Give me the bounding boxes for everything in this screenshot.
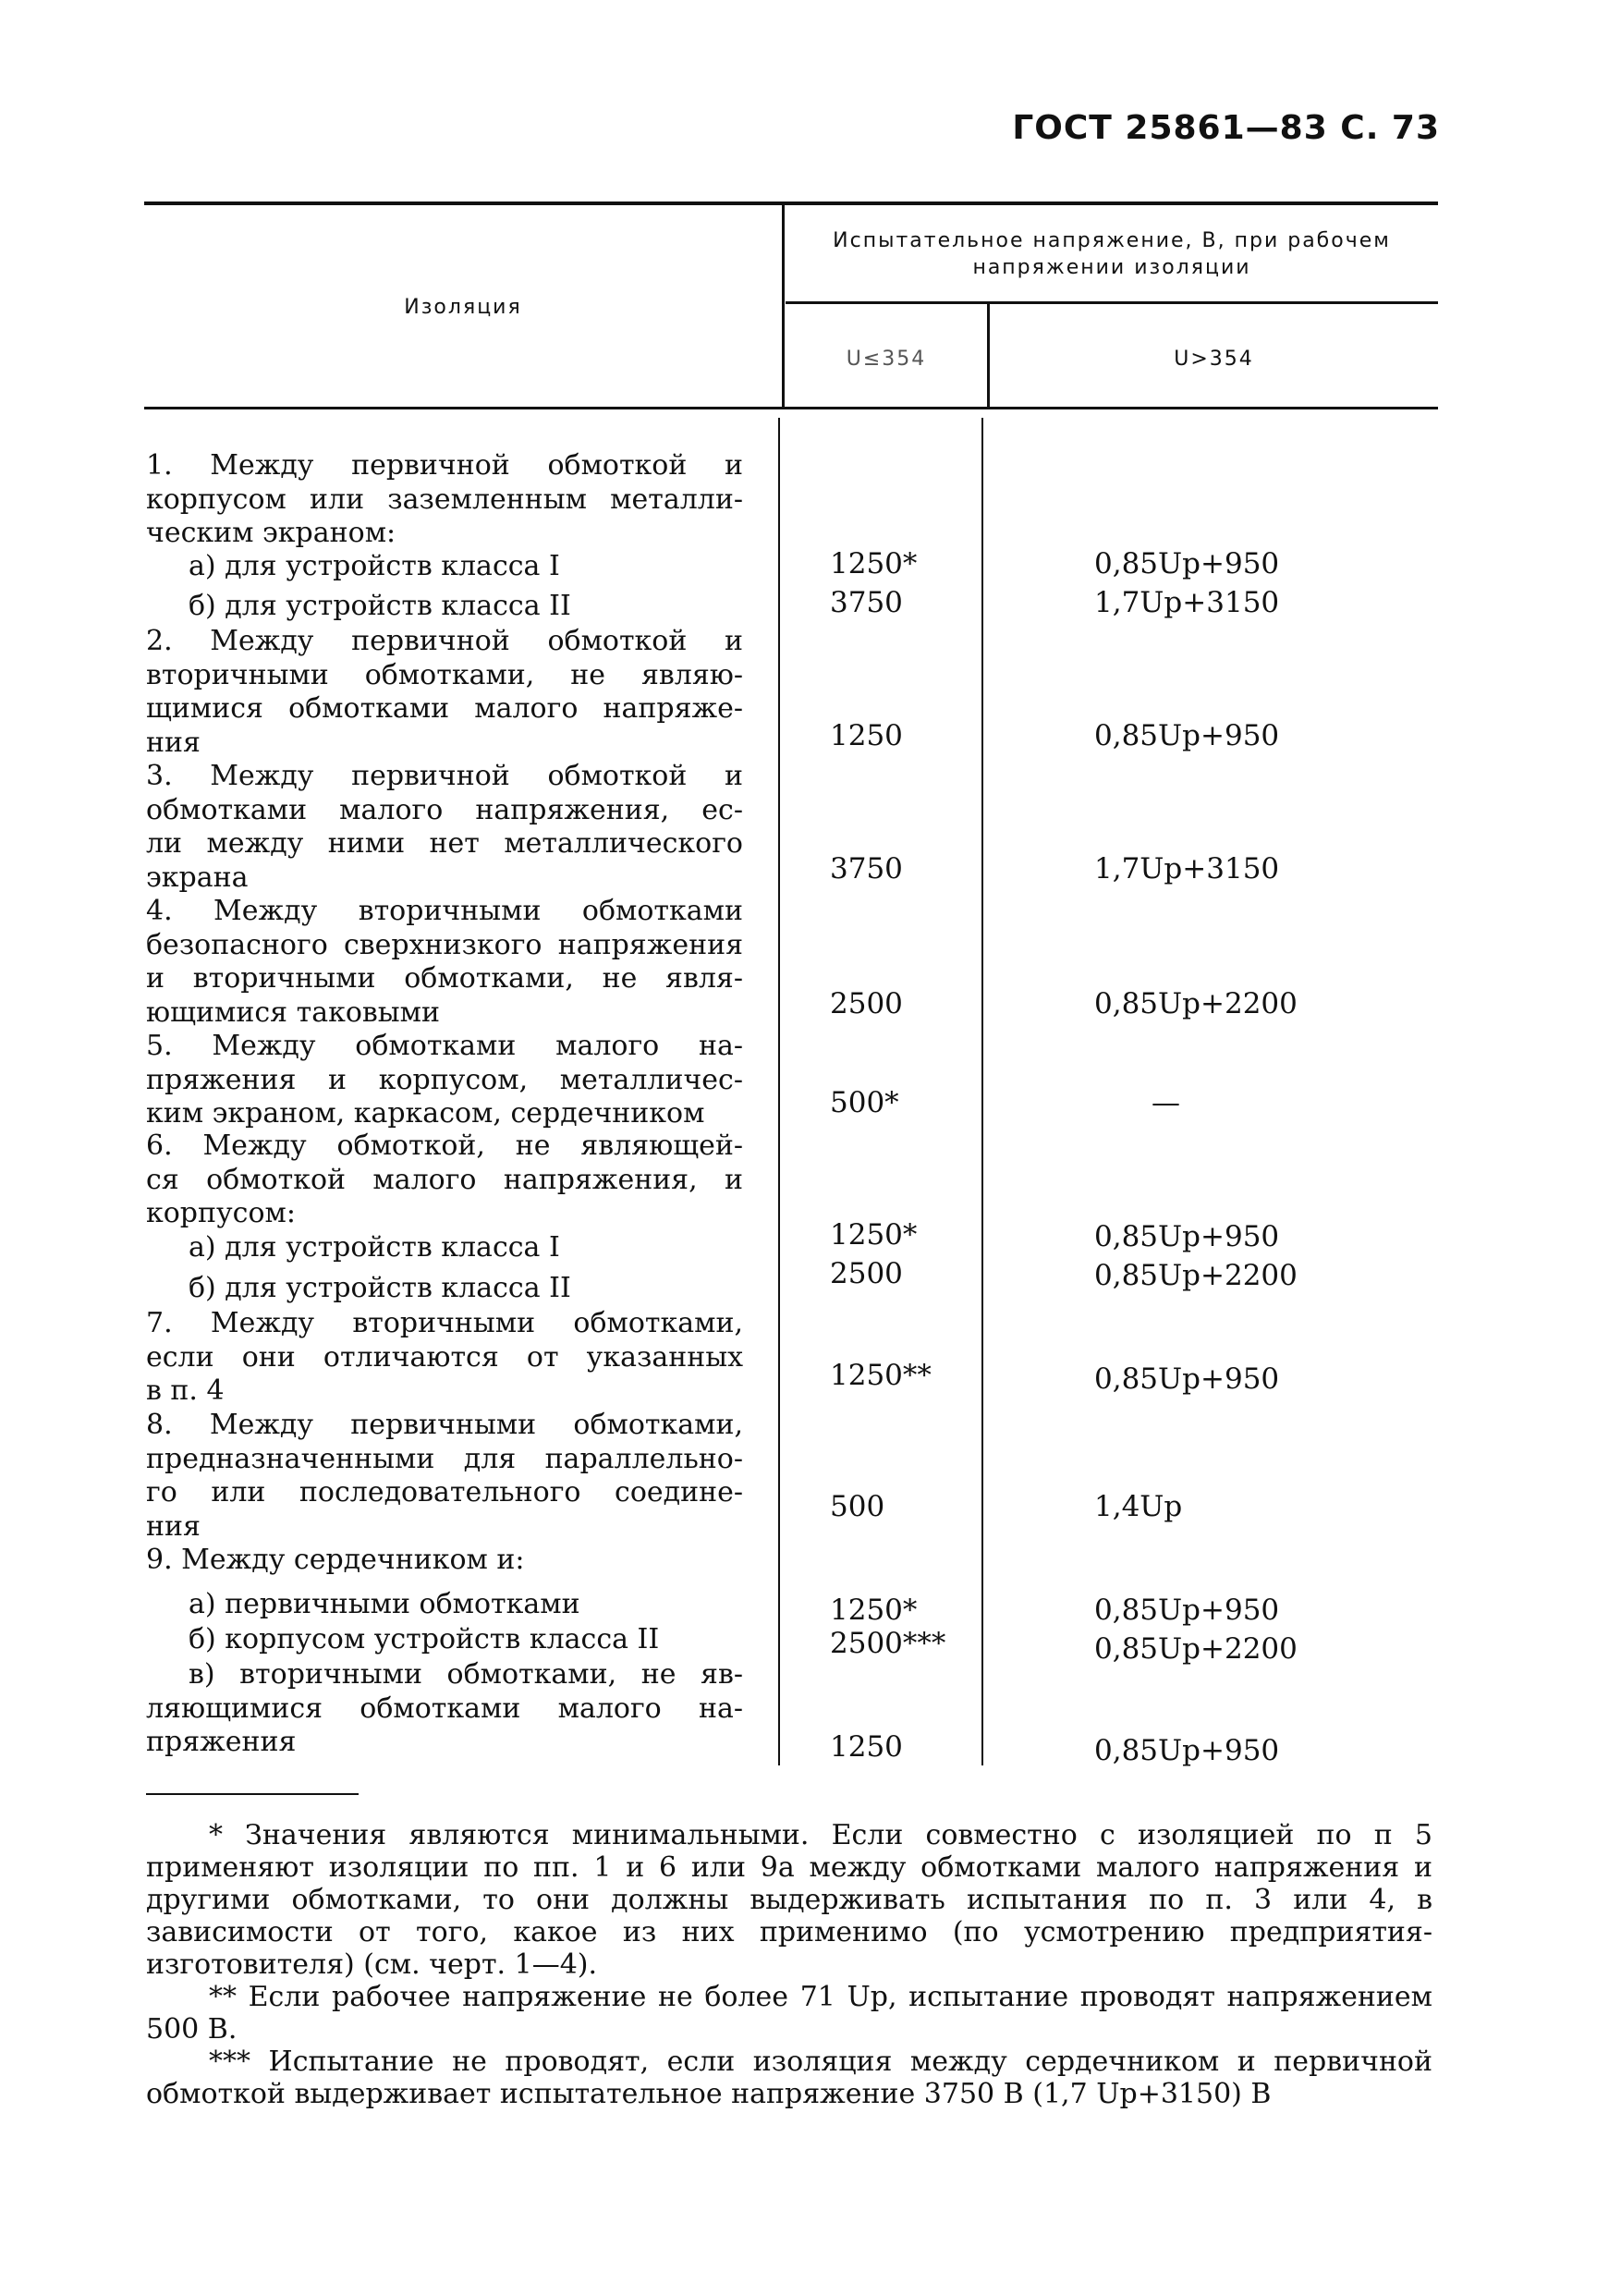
footnotes <box>146 1819 1432 2110</box>
row-8-line: ния <box>146 1509 201 1543</box>
row-6b-value-low: 2500 <box>830 1257 903 1290</box>
table-top-rule <box>144 202 1438 205</box>
row-4-description <box>146 895 743 1030</box>
row-2-line: щимися обмотками малого напряже- <box>146 692 743 725</box>
row-3-description <box>146 760 743 895</box>
row-1a-value-low: 1250* <box>830 547 918 580</box>
row-5-value-high: — <box>1152 1086 1180 1119</box>
row-9c-line: пряжения <box>146 1726 297 1758</box>
row-4-value-low: 2500 <box>830 987 903 1020</box>
row-3-line: ли между ними нет металлического <box>146 827 743 860</box>
row-1-line: корпусом или заземленным металли- <box>146 482 743 516</box>
row-6b-value-high: 0,85Uр+2200 <box>1094 1259 1298 1292</box>
row-5-description <box>146 1030 743 1131</box>
row-5-line: ким экраном, каркасом, сердечником <box>146 1097 705 1130</box>
u-high-column-header: U>354 <box>1174 348 1254 371</box>
row-2-line: вторичными обмотками, не являю- <box>146 658 743 691</box>
row-4-value-high: 0,85Uр+2200 <box>1094 987 1298 1020</box>
row-9-description <box>146 1544 743 1578</box>
row-9a-value-low: 1250* <box>830 1594 918 1627</box>
row-8-value-high: 1,4Uр <box>1094 1490 1183 1523</box>
row-9c-description <box>146 1658 743 1760</box>
row-9-line: 9. Между сердечником и: <box>146 1544 525 1576</box>
row-9b-description <box>146 1623 743 1657</box>
row-9a-value-high: 0,85Uр+950 <box>1094 1594 1280 1627</box>
row-9b-value-high: 0,85Uр+2200 <box>1094 1632 1298 1666</box>
row-9c-value-high: 0,85Uр+950 <box>1094 1734 1280 1767</box>
footnote-3: *** Испытание не проводят, если изоляция между сердечником и первичной обмоткой выдерживает испытательное напряжение 3750 В (1,7 Uр+3150) В <box>146 2046 1432 2110</box>
row-1a-description <box>146 550 743 584</box>
row-6a-line: а) для устройств класса I <box>189 1231 560 1264</box>
row-5-line: пряжения и корпусом, металличес- <box>146 1063 743 1096</box>
row-1b-value-low: 3750 <box>830 586 903 619</box>
row-9c-line: в) вторичными обмотками, не яв- <box>189 1658 743 1691</box>
row-7-line: в п. 4 <box>146 1374 225 1407</box>
row-1-description <box>146 449 743 551</box>
row-2-line: 2. Между первичной обмоткой и <box>146 625 743 657</box>
footnote-2: ** Если рабочее напряжение не более 71 Uр, испытание проводят напряжением 500 В. <box>146 1981 1432 2046</box>
row-6-line: ся обмоткой малого напряжения, и <box>146 1163 743 1196</box>
row-6a-description <box>146 1231 743 1265</box>
footnote-separator <box>146 1793 359 1795</box>
row-4-line: ющимися таковыми <box>146 995 440 1029</box>
row-9b-line: б) корпусом устройств класса II <box>189 1623 660 1655</box>
test-voltage-header-line1: Испытательное напряжение, В, при рабочем <box>833 229 1391 252</box>
row-9b-value-low: 2500*** <box>830 1627 946 1660</box>
row-6a-value-low: 1250* <box>830 1218 918 1252</box>
row-6-description <box>146 1130 743 1231</box>
row-6-line: 6. Между обмоткой, не являющей- <box>146 1130 743 1162</box>
test-voltage-header-line2: напряжении изоляции <box>972 256 1251 279</box>
row-9a-line: а) первичными обмотками <box>189 1588 580 1620</box>
row-3-value-low: 3750 <box>830 852 903 885</box>
row-8-description <box>146 1409 743 1544</box>
header-sub-rule <box>786 301 1438 304</box>
row-5-line: 5. Между обмотками малого на- <box>146 1030 743 1062</box>
row-2-value-high: 0,85Uр+950 <box>1094 719 1280 752</box>
row-1-line: ческим экраном: <box>146 517 396 549</box>
row-8-line: 8. Между первичными обмотками, <box>146 1409 743 1441</box>
row-3-line: обмотками малого напряжения, ес- <box>146 793 743 826</box>
row-2-value-low: 1250 <box>830 719 903 752</box>
row-9a-description <box>146 1588 743 1622</box>
row-1b-value-high: 1,7Uр+3150 <box>1094 586 1280 619</box>
row-3-value-high: 1,7Uр+3150 <box>1094 852 1280 885</box>
row-4-line: и вторичными обмотками, не явля- <box>146 962 743 995</box>
row-7-line: 7. Между вторичными обмотками, <box>146 1307 743 1339</box>
row-6b-line: б) для устройств класса II <box>189 1272 571 1304</box>
row-3-line: 3. Между первичной обмоткой и <box>146 760 743 792</box>
row-6a-value-high: 0,85Uр+950 <box>1094 1220 1280 1253</box>
page-header: ГОСТ 25861—83 С. 73 <box>1012 109 1440 147</box>
row-8-value-low: 500 <box>830 1490 885 1523</box>
row-9c-value-low: 1250 <box>830 1730 903 1764</box>
row-7-value-low: 1250** <box>830 1359 932 1392</box>
row-9c-line: ляющимися обмотками малого на- <box>146 1691 743 1725</box>
row-2-description <box>146 625 743 760</box>
header-bottom-rule <box>144 407 1438 409</box>
row-7-description <box>146 1307 743 1409</box>
row-7-value-high: 0,85Uр+950 <box>1094 1362 1280 1396</box>
row-7-line: если они отличаются от указанных <box>146 1340 743 1374</box>
row-6b-description <box>146 1272 743 1306</box>
row-1a-line: а) для устройств класса I <box>189 550 560 582</box>
body-col-divider <box>778 418 780 1765</box>
footnote-1: * Значения являются минимальными. Если совместно с изоляцией по п 5 применяют изоляции по пп. 1 и 6 или 9а между обмотками малого напряжения и другими обмотками, то они должны выдерживать испытания по п. 3 или 4, в зависимости от того, какое из них применимо (по усмотрению предприятия-изготовителя) (см. черт. 1—4). <box>146 1819 1432 1981</box>
row-4-line: безопасного сверхнизкого напряжения <box>146 928 743 961</box>
row-4-line: 4. Между вторичными обмотками <box>146 895 743 927</box>
body-subcol-divider <box>981 418 983 1765</box>
u-low-column-header: U≤354 <box>846 348 927 371</box>
row-5-value-low: 500* <box>830 1086 899 1119</box>
row-8-line: го или последовательного соедине- <box>146 1476 743 1508</box>
row-3-line: экрана <box>146 861 249 894</box>
row-1-line: 1. Между первичной обмоткой и <box>146 449 743 482</box>
row-1a-value-high: 0,85Uр+950 <box>1094 547 1280 580</box>
row-8-line: предназначенными для параллельно- <box>146 1442 743 1475</box>
row-6-line: корпусом: <box>146 1197 296 1229</box>
row-1b-description <box>146 590 743 624</box>
insulation-column-header: Изоляция <box>404 296 522 319</box>
row-1b-line: б) для устройств класса II <box>189 590 571 622</box>
header-col-divider <box>782 205 785 407</box>
row-2-line: ния <box>146 726 201 759</box>
